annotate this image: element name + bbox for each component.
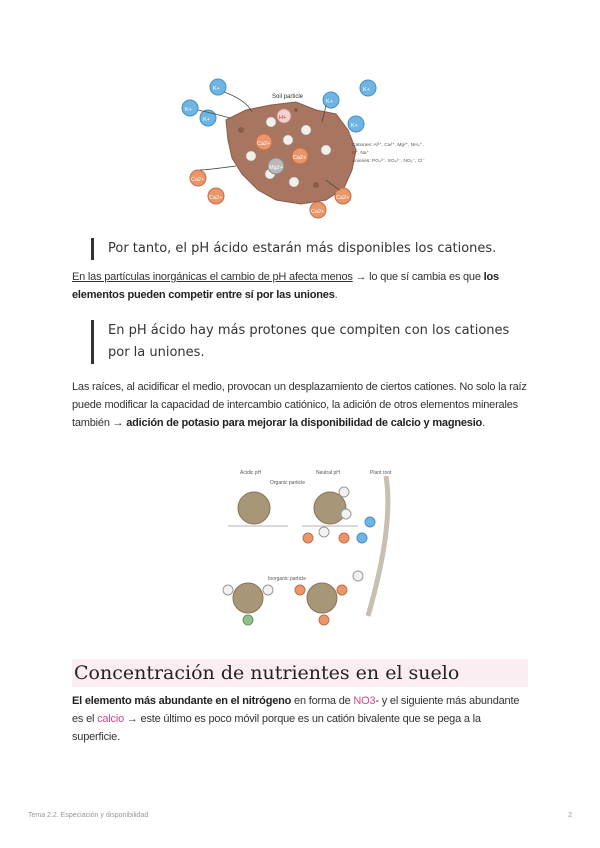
cation-k-1 xyxy=(210,79,226,95)
label-neutral-ph: Neutral pH xyxy=(316,470,340,476)
bold-text: adición de potasio para mejorar la disponibilidad de calcio y magnesio xyxy=(126,417,483,429)
plain-text-3: → este último es poco móvil porque es un catión bivalente que se pega a la superficie. xyxy=(72,713,481,743)
bold-text: El elemento más abundante en el nitrógeno xyxy=(72,695,292,707)
svg-text:Mg2+: Mg2+ xyxy=(269,165,283,171)
footer-page-number: 2 xyxy=(568,812,572,819)
soil-particle-label: Soil particle xyxy=(272,94,304,100)
svg-text:Ca2+: Ca2+ xyxy=(209,195,223,201)
svg-text:Ca2+: Ca2+ xyxy=(336,195,350,201)
svg-text:Ca2+: Ca2+ xyxy=(311,209,325,215)
highlight-calcio: calcio xyxy=(97,713,125,725)
plain-text: → lo que sí cambia es que xyxy=(352,271,484,283)
svg-text:K+: K+ xyxy=(351,123,358,129)
section-heading: Concentración de nutrientes en el suelo xyxy=(72,659,528,687)
label-plant-root: Plant root xyxy=(370,470,392,476)
quote-acid-ph: Por tanto, el pH ácido estarán más disponibles los cationes. xyxy=(91,238,531,260)
end-text: . xyxy=(482,417,485,429)
svg-text:K+: K+ xyxy=(363,87,370,93)
cation-h xyxy=(277,109,291,123)
cation-ca-3 xyxy=(190,170,206,186)
figure1-legend-line1: Cationes: Al³⁺, Ca²⁺, Mg²⁺, NH₄⁺, xyxy=(352,143,424,148)
cation-k-5 xyxy=(360,80,376,96)
svg-text:Ca2+: Ca2+ xyxy=(293,155,307,161)
cation-ca-2 xyxy=(292,148,308,164)
paragraph-inorganic-particles xyxy=(72,268,530,304)
plain-text: Las raíces, al acidificar el medio, provocan un desplazamiento de ciertos cationes. No solo la raíz puede modificar la capacidad de intercambio catiónico, la adición de otros elementos minerales también → xyxy=(72,381,527,429)
paragraph-nutrients xyxy=(72,692,530,746)
cation-k-4 xyxy=(323,92,339,108)
plain-text-1: en forma de xyxy=(291,695,354,707)
figure1-legend-line2: K⁺, Na⁺ xyxy=(352,151,370,156)
plain-text-2: - y el siguiente más abundante es el xyxy=(72,695,520,725)
cation-ca-1 xyxy=(256,134,272,150)
figure1-legend-line3: Aniones: PO₄³⁻, SO₄²⁻, NO₃⁻, Cl⁻ xyxy=(352,159,425,164)
footer-title: Tema 2.2. Especiación y disponibilidad xyxy=(28,812,149,819)
paragraph-roots xyxy=(72,378,530,432)
end-text: . xyxy=(334,289,338,301)
cation-ca-6 xyxy=(310,202,326,218)
soil-particle-figure xyxy=(176,70,442,226)
underlined-text: En las partículas inorgánicas el cambio de pH afecta menos xyxy=(72,271,353,283)
svg-text:K+: K+ xyxy=(326,99,333,105)
svg-text:K+: K+ xyxy=(203,117,210,123)
cation-k-6 xyxy=(348,116,364,132)
svg-text:H+: H+ xyxy=(279,115,287,121)
cation-mg xyxy=(268,158,284,174)
svg-text:K+: K+ xyxy=(185,107,192,113)
label-inorganic-particle: Inorganic particle xyxy=(268,576,307,582)
svg-text:Ca2+: Ca2+ xyxy=(191,177,205,183)
svg-text:Ca2+: Ca2+ xyxy=(257,141,271,147)
svg-text:K+: K+ xyxy=(213,86,220,92)
cation-k-2 xyxy=(182,100,198,116)
bold-text: los elementos pueden competir entre sí por las uniones xyxy=(72,271,499,301)
particle-ph-figure xyxy=(218,466,410,638)
cation-ca-4 xyxy=(208,188,224,204)
label-acidic-ph: Acidic pH xyxy=(240,470,262,476)
quote-protons: En pH ácido hay más protones que compiten con los cationes por la uniones. xyxy=(91,320,531,364)
highlight-no3: NO3 xyxy=(353,695,376,707)
label-organic-particle: Organic particle xyxy=(270,480,306,486)
cation-ca-5 xyxy=(335,188,351,204)
